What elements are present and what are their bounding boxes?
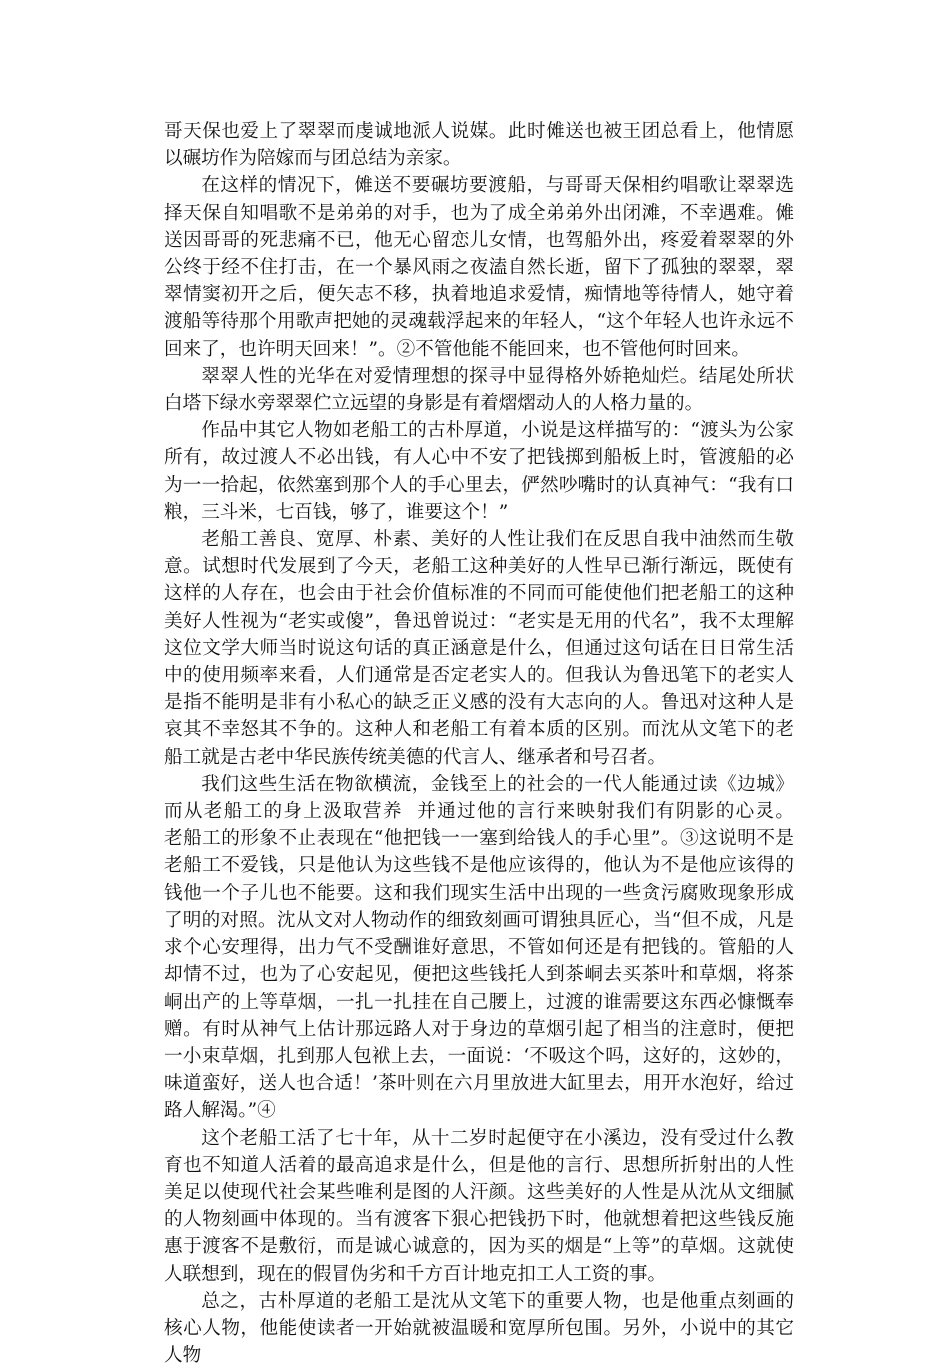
paragraph: 我们这些生活在物欲横流，金钱至上的社会的一代人能通过读《边城》而从老船工的身上汲取营养 并通过他的言行来映射我们有阴影的心灵。 老船工的形象不止表现在“他把钱一一塞到给钱人的手心里”。③这说明不是老船工不爱钱，只是他认为这些钱不是他应该得的，他认为不是他应该得的钱他一个子儿也不能要。这和我们现实生活中出现的一些贪污腐败现象形成了明的对照。沈从文对人物动作的细致刻画可谓独具匠心，当“但不成，凡是求个心安理得，出力气不受酬谁好意思，不管如何还是有把钱的。管船的人却情不过，也为了心安起见，便把这些钱托人到茶峒去买茶叶和草烟，将茶峒出产的上等草烟，一扎一扎挂在自己腰上，过渡的谁需要这东西必慷慨奉赠。有时从神气上估计那远路人对于身边的草烟引起了相当的注意时，便把一小束草烟，扎到那人包袱上去，一面说：‘不吸这个吗，这好的，这妙的，味道蛮好，送人也合适！’茶叶则在六月里放进大缸里去，用开水泡好，给过路人解渴。”④ [164, 773, 818, 1122]
paragraph: 作品中其它人物如老船工的古朴厚道，小说是这样描写的：“渡头为公家所有，故过渡人不必出钱，有人心中不安了把钱掷到船板上时，管渡船的必为一一拾起，依然塞到那个人的手心里去，俨然吵嘴时的认真神气：“我有口粮，三斗米，七百钱，够了，谁要这个！” [164, 420, 794, 523]
paragraph: 老船工善良、宽厚、朴素、美好的人性让我们在反思自我中油然而生敬意。试想时代发展到了今天，老船工这种美好的人性早已渐行渐远，既使有这样的人存在，也会由于社会价值标准的不同而可能使他们把老船工的这种美好人性视为“老实或傻”，鲁迅曾说过：“老实是无用的代名”，我不太理解这位文学大师当时说这句话的真正涵意是什么，但通过这句话在日日常生活中的使用频率来看，人们通常是否定老实人的。但我认为鲁迅笔下的老实人是指不能明是非有小私心的缺乏正义感的没有大志向的人。鲁迅对这种人是哀其不幸怒其不争的。这种人和老船工有着本质的区别。而沈从文笔下的老船工就是古老中华民族传统美德的代言人、继承者和号召者。 [164, 529, 794, 768]
paragraph: 翠翠人性的光华在对爱情理想的探寻中显得格外娇艳灿烂。结尾处所状白塔下绿水旁翠翠伫立远望的身影是有着熠熠动人的人格力量的。 [164, 365, 794, 415]
article-body [164, 118, 818, 1369]
paragraph: 在这样的情况下，傩送不要碾坊要渡船，与哥哥天保相约唱歌让翠翠选择天保自知唱歌不是弟弟的对手，也为了成全弟弟外出闭滩，不幸遇难。傩送因哥哥的死悲痛不已，他无心留恋儿女情，也驾船外出，疼爱着翠翠的外公终于经不住打击，在一个暴风雨之夜溘自然长逝，留下了孤独的翠翠，翠翠情窦初开之后，便矢志不移，执着地追求爱情，痴情地等待情人，她守着渡船等待那个用歌声把她的灵魂载浮起来的年轻人，“这个年轻人也许永远不回来了，也许明天回来！”。②不管他能不能回来，也不管他何时回来。 [164, 175, 794, 360]
paragraph: 总之，古朴厚道的老船工是沈从文笔下的重要人物，也是他重点刻画的核心人物，他能使读者一开始就被温暖和宽厚所包围。另外，小说中的其它人物 [164, 1290, 794, 1367]
paragraph: 这个老船工活了七十年，从十二岁时起便守在小溪边，没有受过什么教育也不知道人活着的最高追求是什么，但是他的言行、思想所折射出的人性美足以使现代社会某些唯利是图的人汗颜。这些美好的人性是从沈从文细腻的人物刻画中体现的。当有渡客下狠心把钱扔下时，他就想着把这些钱反施惠于渡客不是敷衍，而是诚心诚意的，因为买的烟是“上等”的草烟。这就使人联想到，现在的假冒伪劣和千方百计地克扣工人工资的事。 [164, 1127, 794, 1285]
paragraph-continued: 哥天保也爱上了翠翠而虔诚地派人说媒。此时傩送也被王团总看上，他情愿以碾坊作为陪嫁而与团总结为亲家。 [164, 121, 794, 170]
